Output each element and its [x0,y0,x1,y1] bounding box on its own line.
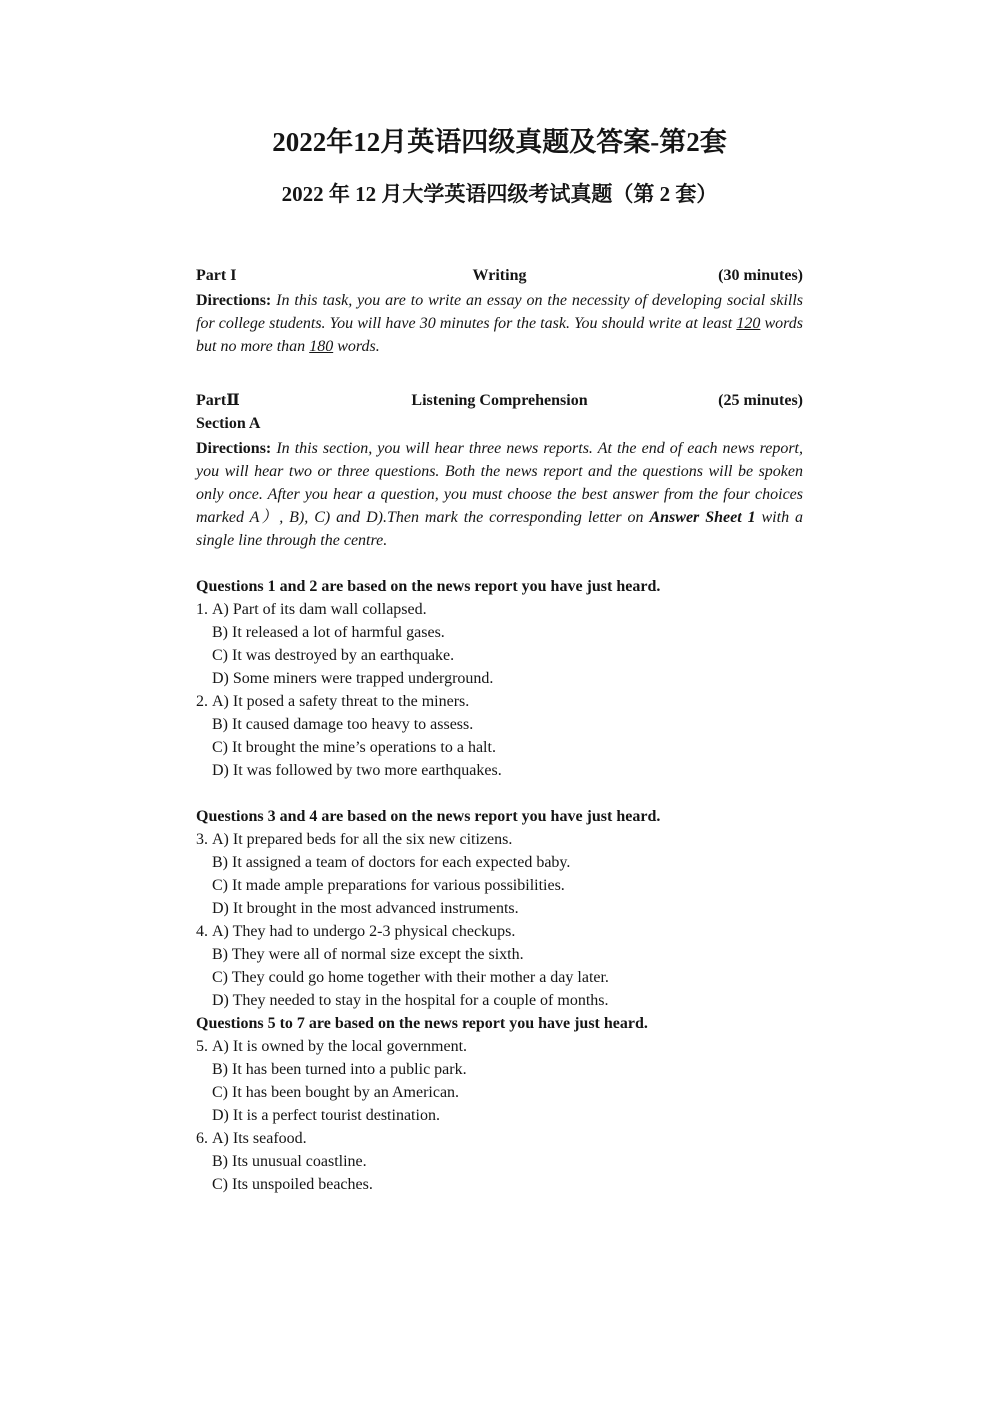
part1-directions-text-3: words. [333,337,380,355]
part2-title: Listening Comprehension [411,391,588,409]
answer-sheet-reference: Answer Sheet 1 [649,508,756,526]
option-line: D) Some miners were trapped underground. [212,669,494,687]
part1-directions [196,289,803,358]
part2-directions [196,437,803,552]
section-a-label: Section A [196,414,261,432]
question [196,1035,803,1127]
option-line: B) It has been turned into a public park. [212,1060,467,1078]
option-line: B) It released a lot of harmful gases. [212,623,445,641]
option-line: C) Its unspoiled beaches. [212,1175,373,1193]
part2-header [196,389,803,412]
part1-directions-label: Directions: [196,291,272,309]
question [196,920,803,1012]
question-number: 1. [196,600,208,618]
part2-directions-label: Directions: [196,439,272,457]
option-line: 5. A) It is owned by the local government. [212,1035,803,1058]
option-line: B) It assigned a team of doctors for each expected baby. [212,853,571,871]
question [196,1127,803,1196]
part1-directions-text-2: words but no more than [196,314,804,355]
question-number: 4. [196,922,208,940]
part1-header [196,264,803,287]
question-number: 2. [196,692,208,710]
document-content [196,0,803,1196]
option-line: C) It was destroyed by an earthquake. [212,646,455,664]
question [196,828,803,920]
option-line: B) Its unusual coastline. [212,1152,367,1170]
option-line: D) It was followed by two more earthquakes. [212,761,502,779]
question-group [196,1012,803,1196]
option-line: 3. A) It prepared beds for all the six new citizens. [212,828,803,851]
question-number: 3. [196,830,208,848]
main-title: 2022年12月英语四级真题及答案-第2套 [272,127,727,157]
option-line: C) It brought the mine’s operations to a halt. [212,738,496,756]
option-line: 1. A) Part of its dam wall collapsed. [212,598,803,621]
sub-title: 2022 年 12 月大学英语四级考试真题（第 2 套） [281,182,718,207]
part1-directions-text-1: In this task, you are to write an essay on the necessity of developing social skills for college students. You will have 30 minutes for the task. You should write at least [196,291,803,332]
question [196,598,803,690]
option-line: C) It has been bought by an American. [212,1083,460,1101]
part2-directions-text-1: In this section, you will hear three news reports. At the end of each news report, you will hear two or three questions. Both the news report and the questions will be spoken only once. After you hear a question, you must choose the best answer from the four choices marked A）, B), C) and D).Then mark the corresponding letter on [196,439,803,526]
option-line: D) It brought in the most advanced instruments. [212,899,519,917]
question-group-heading: Questions 5 to 7 are based on the news report you have just heard. [196,1014,648,1032]
question-group [196,575,803,782]
question-group-heading: Questions 1 and 2 are based on the news report you have just heard. [196,577,661,595]
option-line: B) It caused damage too heavy to assess. [212,715,474,733]
question-group [196,805,803,1012]
option-line: D) It is a perfect tourist destination. [212,1106,440,1124]
option-line: D) They needed to stay in the hospital for a couple of months. [212,991,609,1009]
question-number: 5. [196,1037,208,1055]
option-line: 4. A) They had to undergo 2-3 physical checkups. [212,920,803,943]
question-groups [196,575,803,1196]
option-line: 6. A) Its seafood. [212,1127,803,1150]
question-number: 6. [196,1129,208,1147]
option-line: C) They could go home together with their mother a day later. [212,968,609,986]
part1-min-words: 120 [736,314,761,332]
part1-title: Writing [472,266,527,284]
question [196,690,803,782]
question-group-heading: Questions 3 and 4 are based on the news report you have just heard. [196,807,661,825]
option-line: 2. A) It posed a safety threat to the miners. [212,690,803,713]
option-line: B) They were all of normal size except the sixth. [212,945,524,963]
part2-label: PartⅡ [196,391,240,409]
part1-time: (30 minutes) [718,266,803,284]
option-line: C) It made ample preparations for various possibilities. [212,876,565,894]
part1-max-words: 180 [309,337,334,355]
part2-time: (25 minutes) [718,391,803,409]
part1-label: Part I [196,266,237,284]
part2-directions-text-2: with a single line through the centre. [196,508,803,549]
